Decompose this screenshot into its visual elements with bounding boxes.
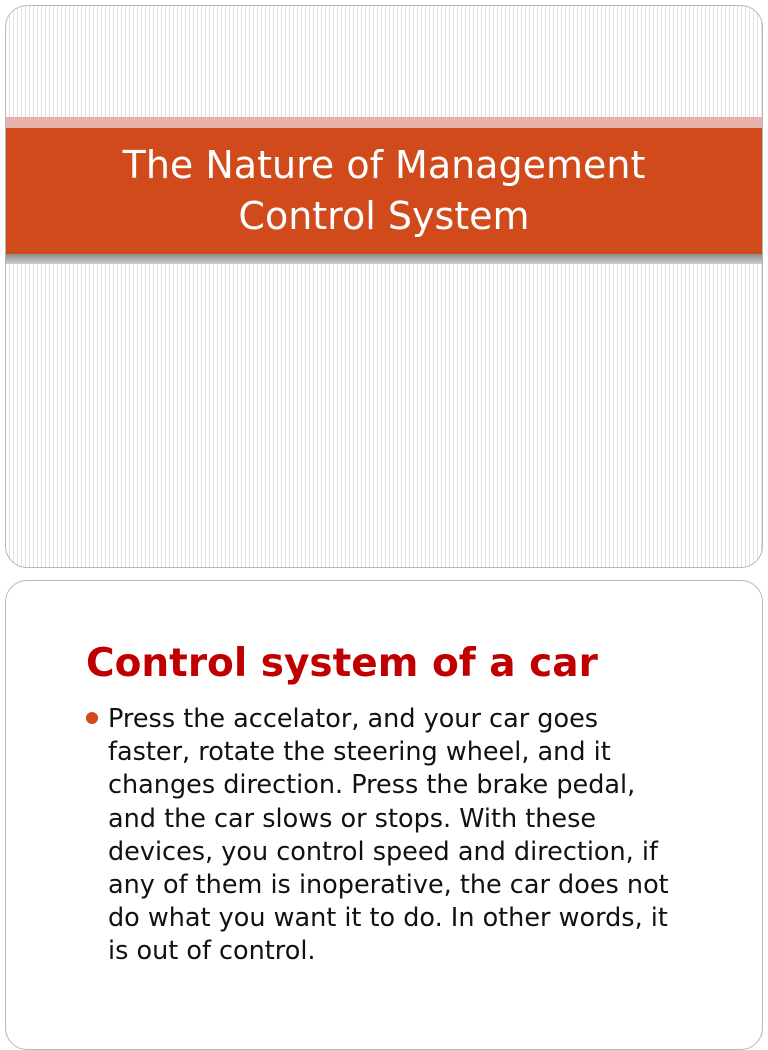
title-slide bbox=[5, 5, 763, 568]
bullet-line: is out of control. bbox=[108, 936, 316, 967]
bullet-line: faster, rotate the steering wheel, and it bbox=[108, 737, 611, 768]
bullet-line: changes direction. Press the brake pedal, bbox=[108, 770, 636, 801]
slide-title-line-2: Control System bbox=[238, 194, 530, 238]
title-band-shadow bbox=[6, 254, 762, 264]
bullet-line: any of them is inoperative, the car does not bbox=[108, 870, 669, 901]
bullet-line: devices, you control speed and direction, if bbox=[108, 836, 658, 867]
title-band-highlight bbox=[6, 117, 762, 128]
bullet-line: and the car slows or stops. With these bbox=[108, 803, 597, 834]
slide-title bbox=[123, 140, 646, 242]
bullet-dot-icon bbox=[86, 712, 98, 724]
slide-heading: Control system of a car bbox=[86, 641, 598, 686]
title-band bbox=[6, 128, 762, 254]
bullet-line: do what you want it to do. In other words, it bbox=[108, 903, 668, 934]
bullet-item bbox=[86, 703, 736, 969]
content-slide bbox=[5, 580, 763, 1050]
bullet-line: Press the accelator, and your car goes bbox=[108, 704, 599, 734]
slide-title-line-1: The Nature of Management bbox=[122, 143, 646, 187]
bullet-text bbox=[108, 703, 669, 969]
